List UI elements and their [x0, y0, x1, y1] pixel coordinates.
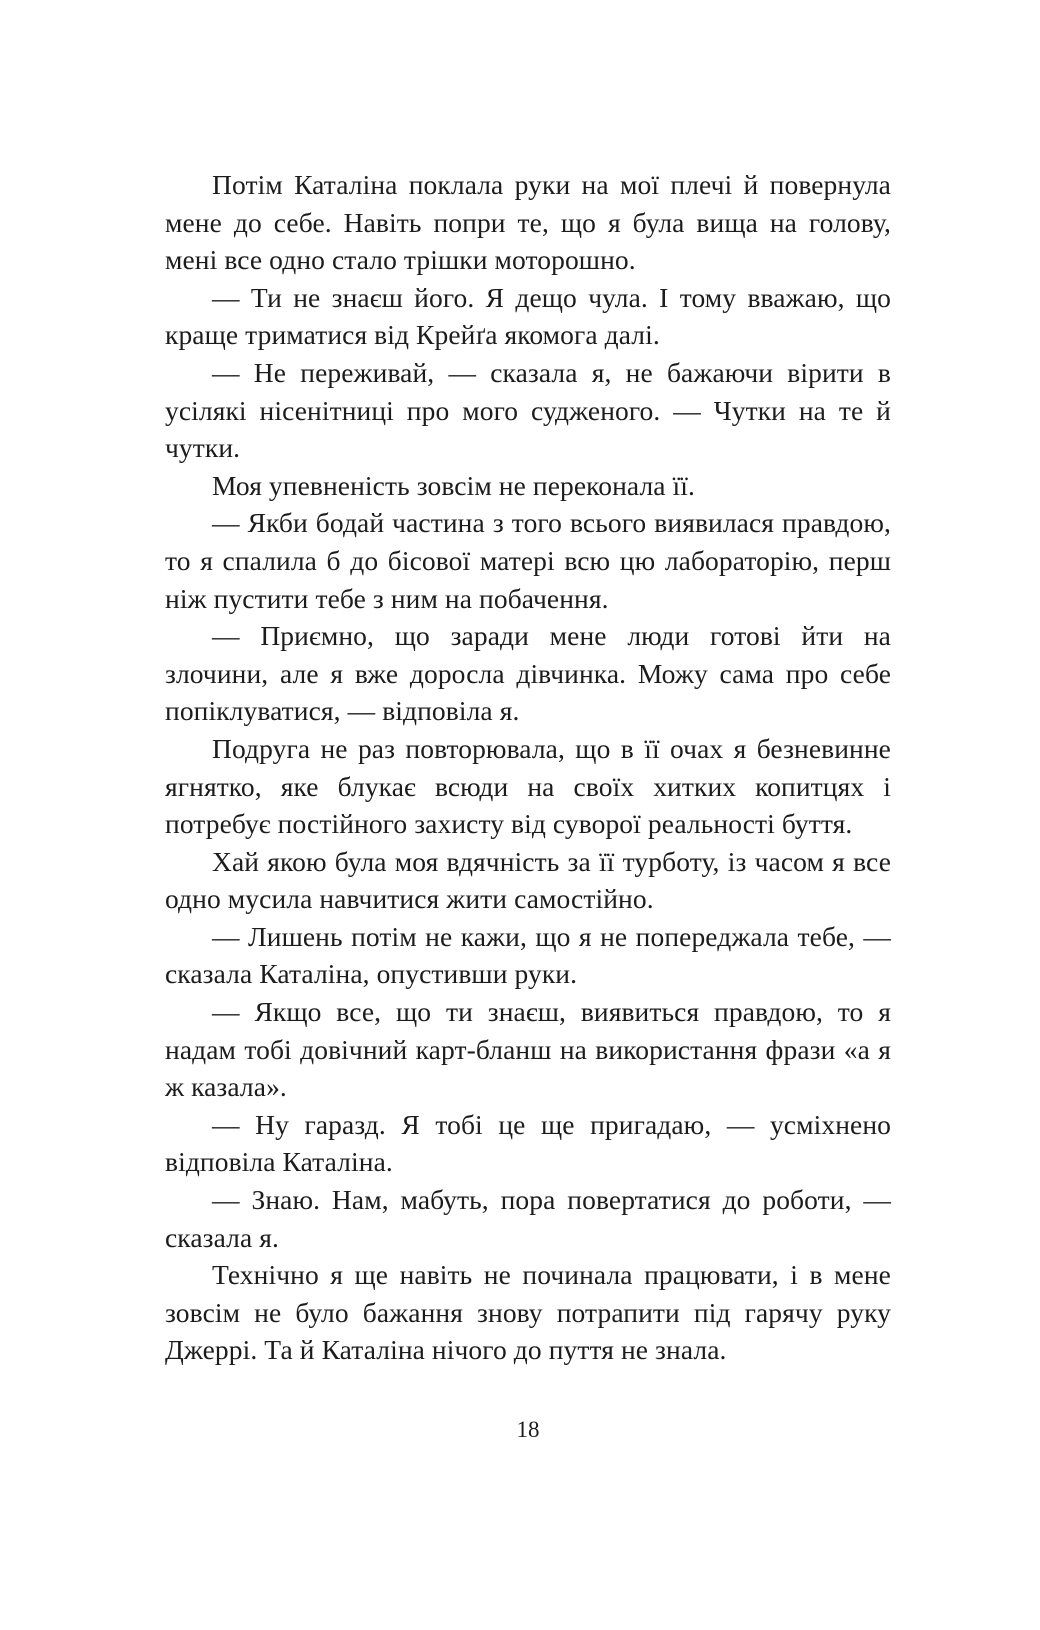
paragraph: — Лишень потім не кажи, що я не попереджала тебе, — сказала Каталіна, опустивши руки. — [165, 920, 891, 990]
page-number: 18 — [516, 1417, 540, 1442]
paragraph: Потім Каталіна поклала руки на мої плечі й повернула мене до себе. Навіть попри те, що я була вища на голову, мені все одно стало трішки моторошно. — [165, 169, 891, 276]
paragraph: Хай якою була моя вдячність за її турботу, із часом я все одно мусила навчитися жити самостійно. — [165, 845, 891, 915]
text-block — [165, 166, 891, 1369]
paragraph: — Ти не знаєш його. Я дещо чула. І тому вважаю, що краще триматися від Крейґа якомога далі. — [165, 281, 891, 351]
paragraph: — Якщо все, що ти знаєш, виявиться правдою, то я надам тобі довічний карт-бланш на використання фрази «а я ж казала». — [165, 996, 891, 1103]
paragraph: — Якби бодай частина з того всього виявилася правдою, то я спалила б до бісової матері всю цю лабораторію, перш ніж пустити тебе з ним на побачення. — [165, 507, 891, 614]
paragraph: Технічно я ще навіть не починала працювати, і в мене зовсім не було бажання знову потрапити під гарячу руку Джеррі. Та й Каталіна нічого до пуття не знала. — [165, 1259, 891, 1366]
paragraph: Моя упевненість зовсім не переконала її. — [212, 469, 696, 501]
paragraph: — Ну гаразд. Я тобі це ще пригадаю, — усміхнено відповіла Каталіна. — [165, 1108, 891, 1178]
paragraph: — Приємно, що заради мене люди готові йти на злочини, але я вже доросла дівчинка. Можу сама про себе попіклуватися, — відповіла я. — [165, 620, 891, 727]
paragraph: Подруга не раз повторювала, що в її очах я безневинне ягнятко, яке блукає всюди на своїх хитких копитцях і потребує постійного захисту від суворої реальності буття. — [165, 732, 891, 840]
paragraph: — Знаю. Нам, мабуть, пора повертатися до роботи, — сказала я. — [165, 1184, 891, 1253]
paragraph: — Не переживай, — сказала я, не бажаючи вірити в усілякі нісенітниці про мого судженого. — Чутки на те й чутки. — [165, 356, 891, 464]
